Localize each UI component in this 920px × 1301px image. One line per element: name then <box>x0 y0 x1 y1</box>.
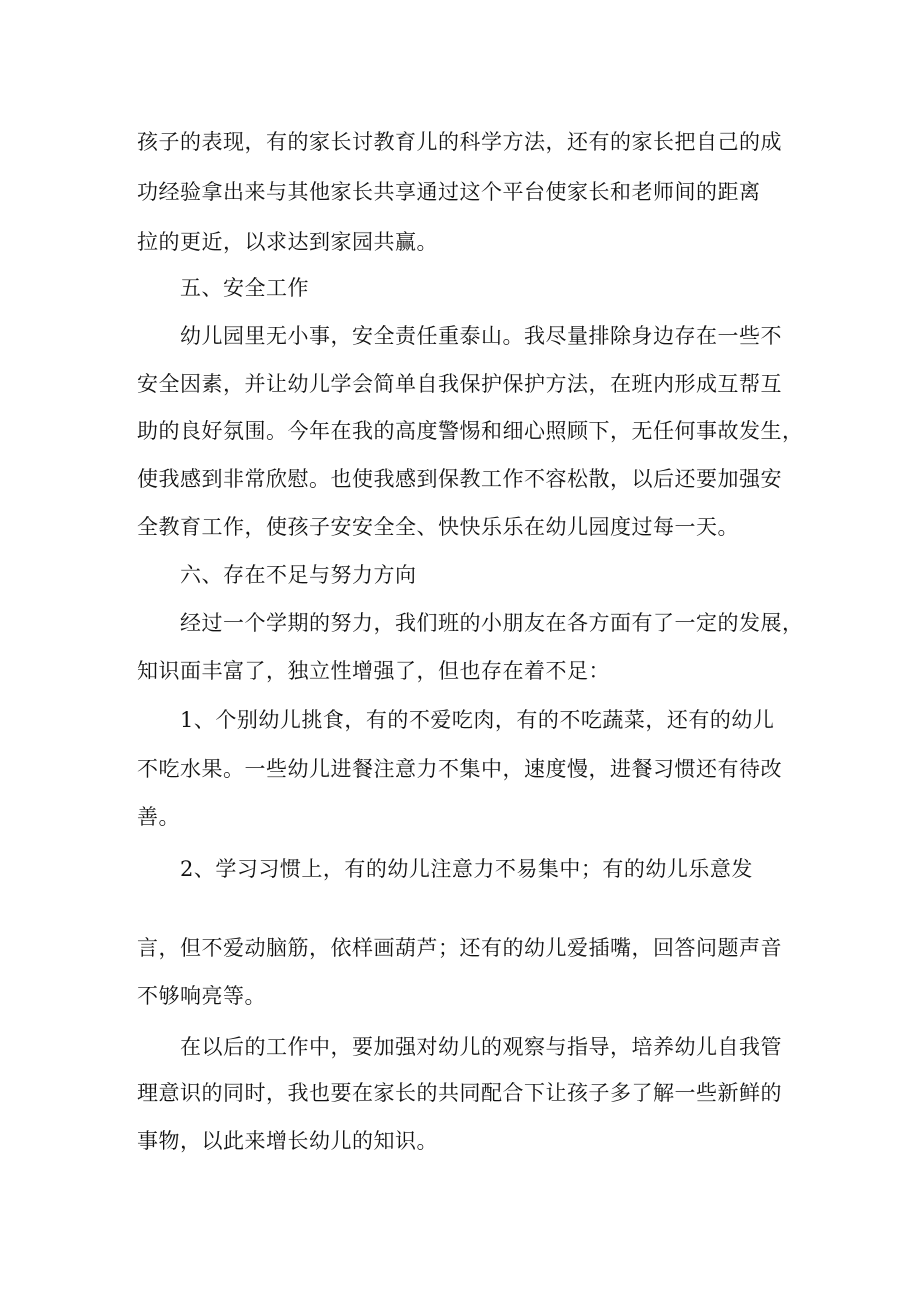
paragraph-line: 助的良好氛围。今年在我的高度警惕和细心照顾下，无任何事故发生， <box>137 419 804 443</box>
list-item-2-line: 不够响亮等。 <box>137 984 266 1008</box>
paragraph-line: 使我感到非常欣慰。也使我感到保教工作不容松散，以后还要加强安 <box>137 467 782 491</box>
list-item-2-line: 2、学习习惯上，有的幼儿注意力不易集中；有的幼儿乐意发 <box>180 857 753 881</box>
section-heading-safety: 五、安全工作 <box>180 276 309 300</box>
paragraph-line: 理意识的同时，我也要在家长的共同配合下让孩子多了解一些新鲜的 <box>137 1081 782 1105</box>
paragraph-line: 安全因素，并让幼儿学会简单自我保护保护方法，在班内形成互帮互 <box>137 372 782 396</box>
list-item-1-line: 善。 <box>137 805 180 829</box>
paragraph-line: 全教育工作，使孩子安安全全、快快乐乐在幼儿园度过每一天。 <box>137 515 739 539</box>
section-heading-shortcomings: 六、存在不足与努力方向 <box>180 563 417 587</box>
paragraph-line: 经过一个学期的努力，我们班的小朋友在各方面有了一定的发展， <box>180 611 804 635</box>
paragraph-line: 功经验拿出来与其他家长共享通过这个平台使家长和老师间的距离 <box>137 180 761 204</box>
paragraph-line: 事物，以此来增长幼儿的知识。 <box>137 1129 438 1153</box>
paragraph-line: 知识面丰富了，独立性增强了，但也存在着不足： <box>137 659 610 683</box>
paragraph-line: 幼儿园里无小事，安全责任重泰山。我尽量排除身边存在一些不 <box>180 324 782 348</box>
list-item-1-line: 1、个别幼儿挑食，有的不爱吃肉，有的不吃蔬菜，还有的幼儿 <box>180 708 775 732</box>
paragraph-line: 在以后的工作中，要加强对幼儿的观察与指导，培养幼儿自我管 <box>180 1035 782 1059</box>
paragraph-line: 拉的更近，以求达到家园共赢。 <box>137 230 438 254</box>
list-item-1-line: 不吃水果。一些幼儿进餐注意力不集中，速度慢，进餐习惯还有待改 <box>137 757 782 781</box>
list-item-2-line: 言，但不爱动脑筋，依样画葫芦；还有的幼儿爱插嘴，回答问题声音 <box>137 936 782 960</box>
paragraph-line: 孩子的表现，有的家长讨教育儿的科学方法，还有的家长把自己的成 <box>137 130 782 154</box>
